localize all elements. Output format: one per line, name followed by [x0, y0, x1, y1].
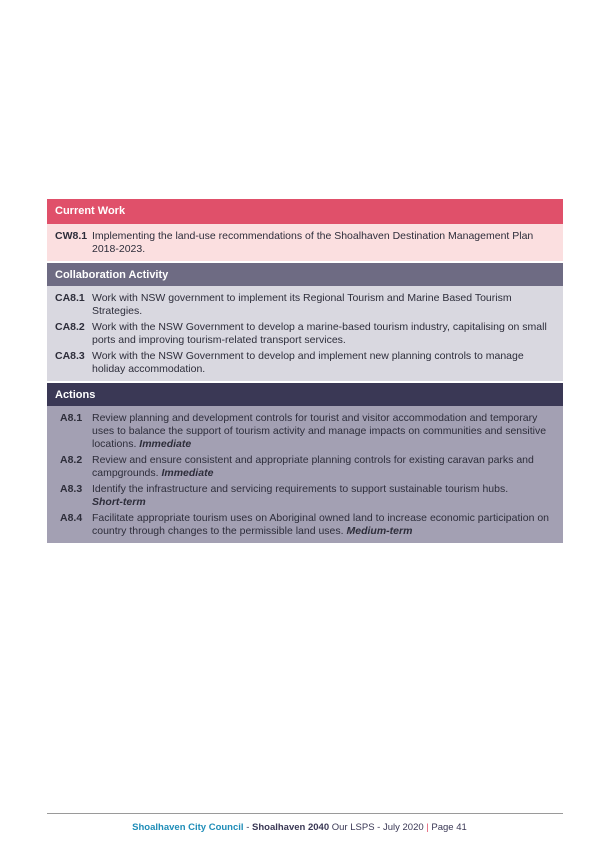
item-text: Work with the NSW Government to develop and implement new planning controls to manage holiday accommodation.: [92, 350, 524, 375]
item-code: CW8.1: [55, 230, 88, 242]
item-code: CA8.3: [55, 350, 85, 362]
footer-divider: [47, 813, 563, 814]
list-item: [55, 321, 555, 347]
list-item: [55, 350, 555, 376]
action-term: Medium-term: [346, 525, 413, 537]
planning-tables: [47, 199, 563, 543]
footer-dash: -: [243, 822, 253, 833]
action-term: Immediate: [139, 438, 192, 450]
item-code: A8.2: [60, 454, 83, 466]
actions-body: [47, 406, 563, 543]
item-text: [92, 512, 555, 538]
footer-council: Shoalhaven City Council: [132, 822, 244, 833]
action-term: Immediate: [161, 467, 214, 479]
action-description: Identify the infrastructure and servicing requirements to support sustainable tourism hubs.: [92, 483, 509, 495]
action-term: Short-term: [92, 496, 146, 508]
current-work-body: [47, 224, 563, 261]
item-code: CA8.1: [55, 292, 85, 304]
footer-plan: Shoalhaven 2040: [252, 822, 330, 833]
collaboration-body: [47, 286, 563, 381]
item-code: CA8.2: [55, 321, 85, 333]
collaboration-heading: Collaboration Activity: [47, 261, 563, 286]
action-description: Facilitate appropriate tourism uses on Aboriginal owned land to increase economic participation on country through changes to the permissible land uses.: [92, 512, 550, 537]
list-item: [55, 512, 555, 538]
page-footer: [0, 822, 599, 833]
footer-doc: Our LSPS - July 2020: [329, 822, 424, 833]
current-work-heading: Current Work: [47, 199, 563, 224]
item-text: [92, 412, 555, 451]
item-text: Work with NSW government to implement its Regional Tourism and Marine Based Tourism Strategies.: [92, 292, 512, 317]
footer-page-number: Page 41: [431, 822, 467, 833]
item-text: [92, 454, 555, 480]
footer-separator: |: [423, 822, 432, 833]
action-description: Review planning and development controls for tourist and visitor accommodation and temporary uses to balance the support of tourism activity and manage impacts on communities and sensitive locations.: [92, 412, 547, 450]
item-text: [92, 483, 555, 509]
list-item: [55, 292, 555, 318]
item-code: A8.4: [60, 512, 83, 524]
list-item: [55, 454, 555, 480]
list-item: [55, 412, 555, 451]
list-item: [55, 483, 555, 509]
list-item: [55, 230, 555, 256]
actions-heading: Actions: [47, 381, 563, 406]
item-text: Work with the NSW Government to develop a marine-based tourism industry, capitalising on small ports and improving tourism-related transport services.: [92, 321, 547, 346]
item-code: A8.1: [60, 412, 83, 424]
item-text: Implementing the land-use recommendations of the Shoalhaven Destination Management Plan 2018-2023.: [92, 230, 534, 255]
item-code: A8.3: [60, 483, 83, 495]
action-description: Review and ensure consistent and appropriate planning controls for existing caravan parks and campgrounds.: [92, 454, 534, 479]
